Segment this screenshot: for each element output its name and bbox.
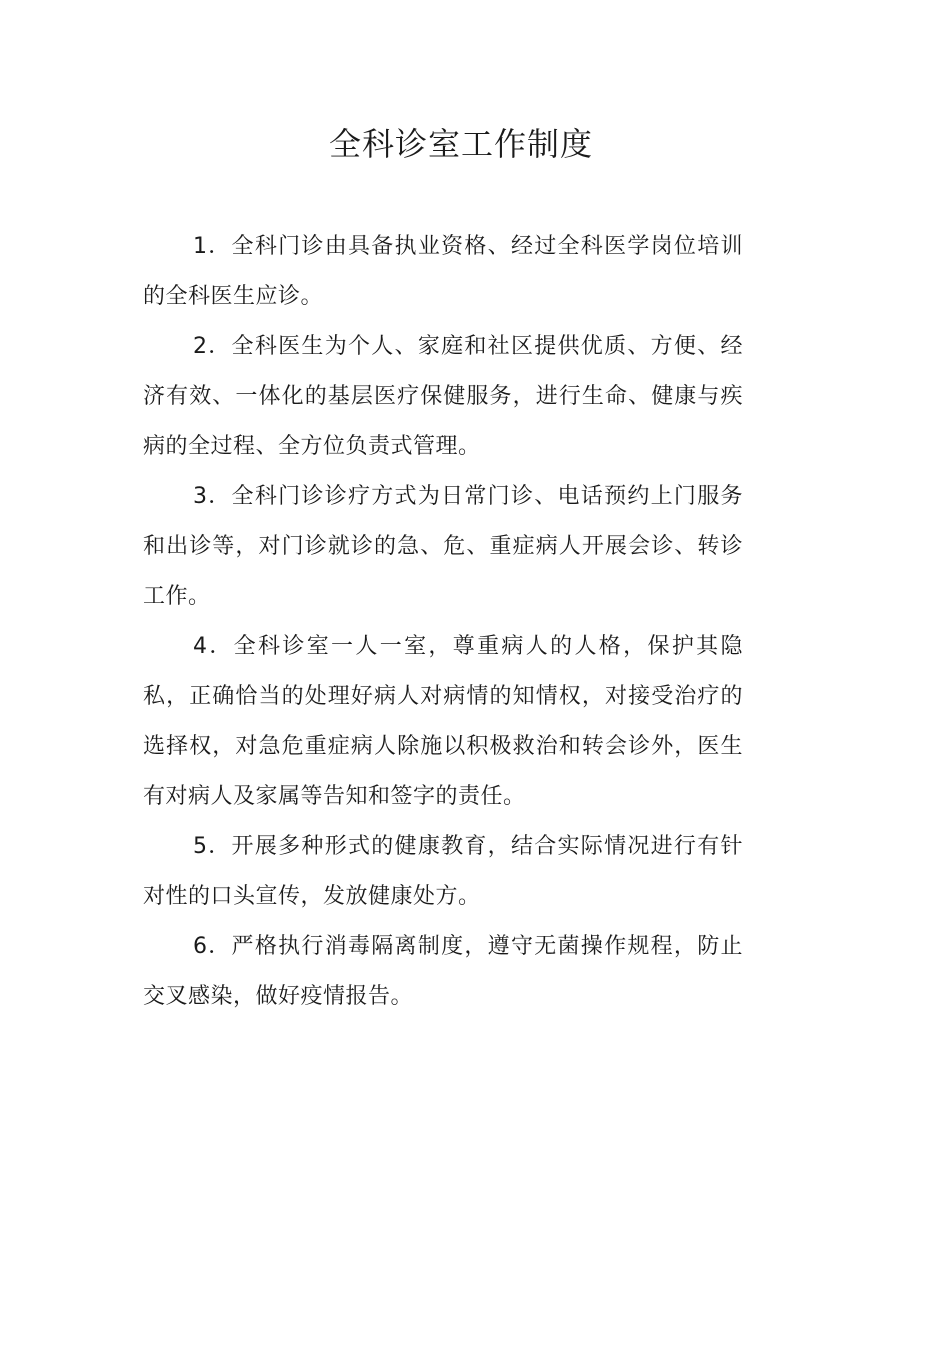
paragraph-4: 4．全科诊室一人一室，尊重病人的人格，保护其隐私，正确恰当的处理好病人对病情的知情权，对接受治疗的选择权，对急危重症病人除施以积极救治和转会诊外，医生有对病人及家属等告知和签字的责任。 bbox=[143, 634, 743, 809]
paragraph-5: 5．开展多种形式的健康教育，结合实际情况进行有针对性的口头宣传，发放健康处方。 bbox=[143, 834, 743, 909]
paragraph-3: 3．全科门诊诊疗方式为日常门诊、电话预约上门服务和出诊等，对门诊就诊的急、危、重症病人开展会诊、转诊工作。 bbox=[143, 484, 743, 609]
paragraph-6: 6．严格执行消毒隔离制度，遵守无菌操作规程，防止交叉感染，做好疫情报告。 bbox=[143, 934, 743, 1009]
paragraph-1: 1．全科门诊由具备执业资格、经过全科医学岗位培训的全科医生应诊。 bbox=[143, 234, 743, 309]
document-body bbox=[143, 222, 743, 1022]
document-title: 全科诊室工作制度 bbox=[328, 125, 593, 163]
paragraph-2: 2．全科医生为个人、家庭和社区提供优质、方便、经济有效、一体化的基层医疗保健服务，进行生命、健康与疾病的全过程、全方位负责式管理。 bbox=[143, 334, 743, 459]
